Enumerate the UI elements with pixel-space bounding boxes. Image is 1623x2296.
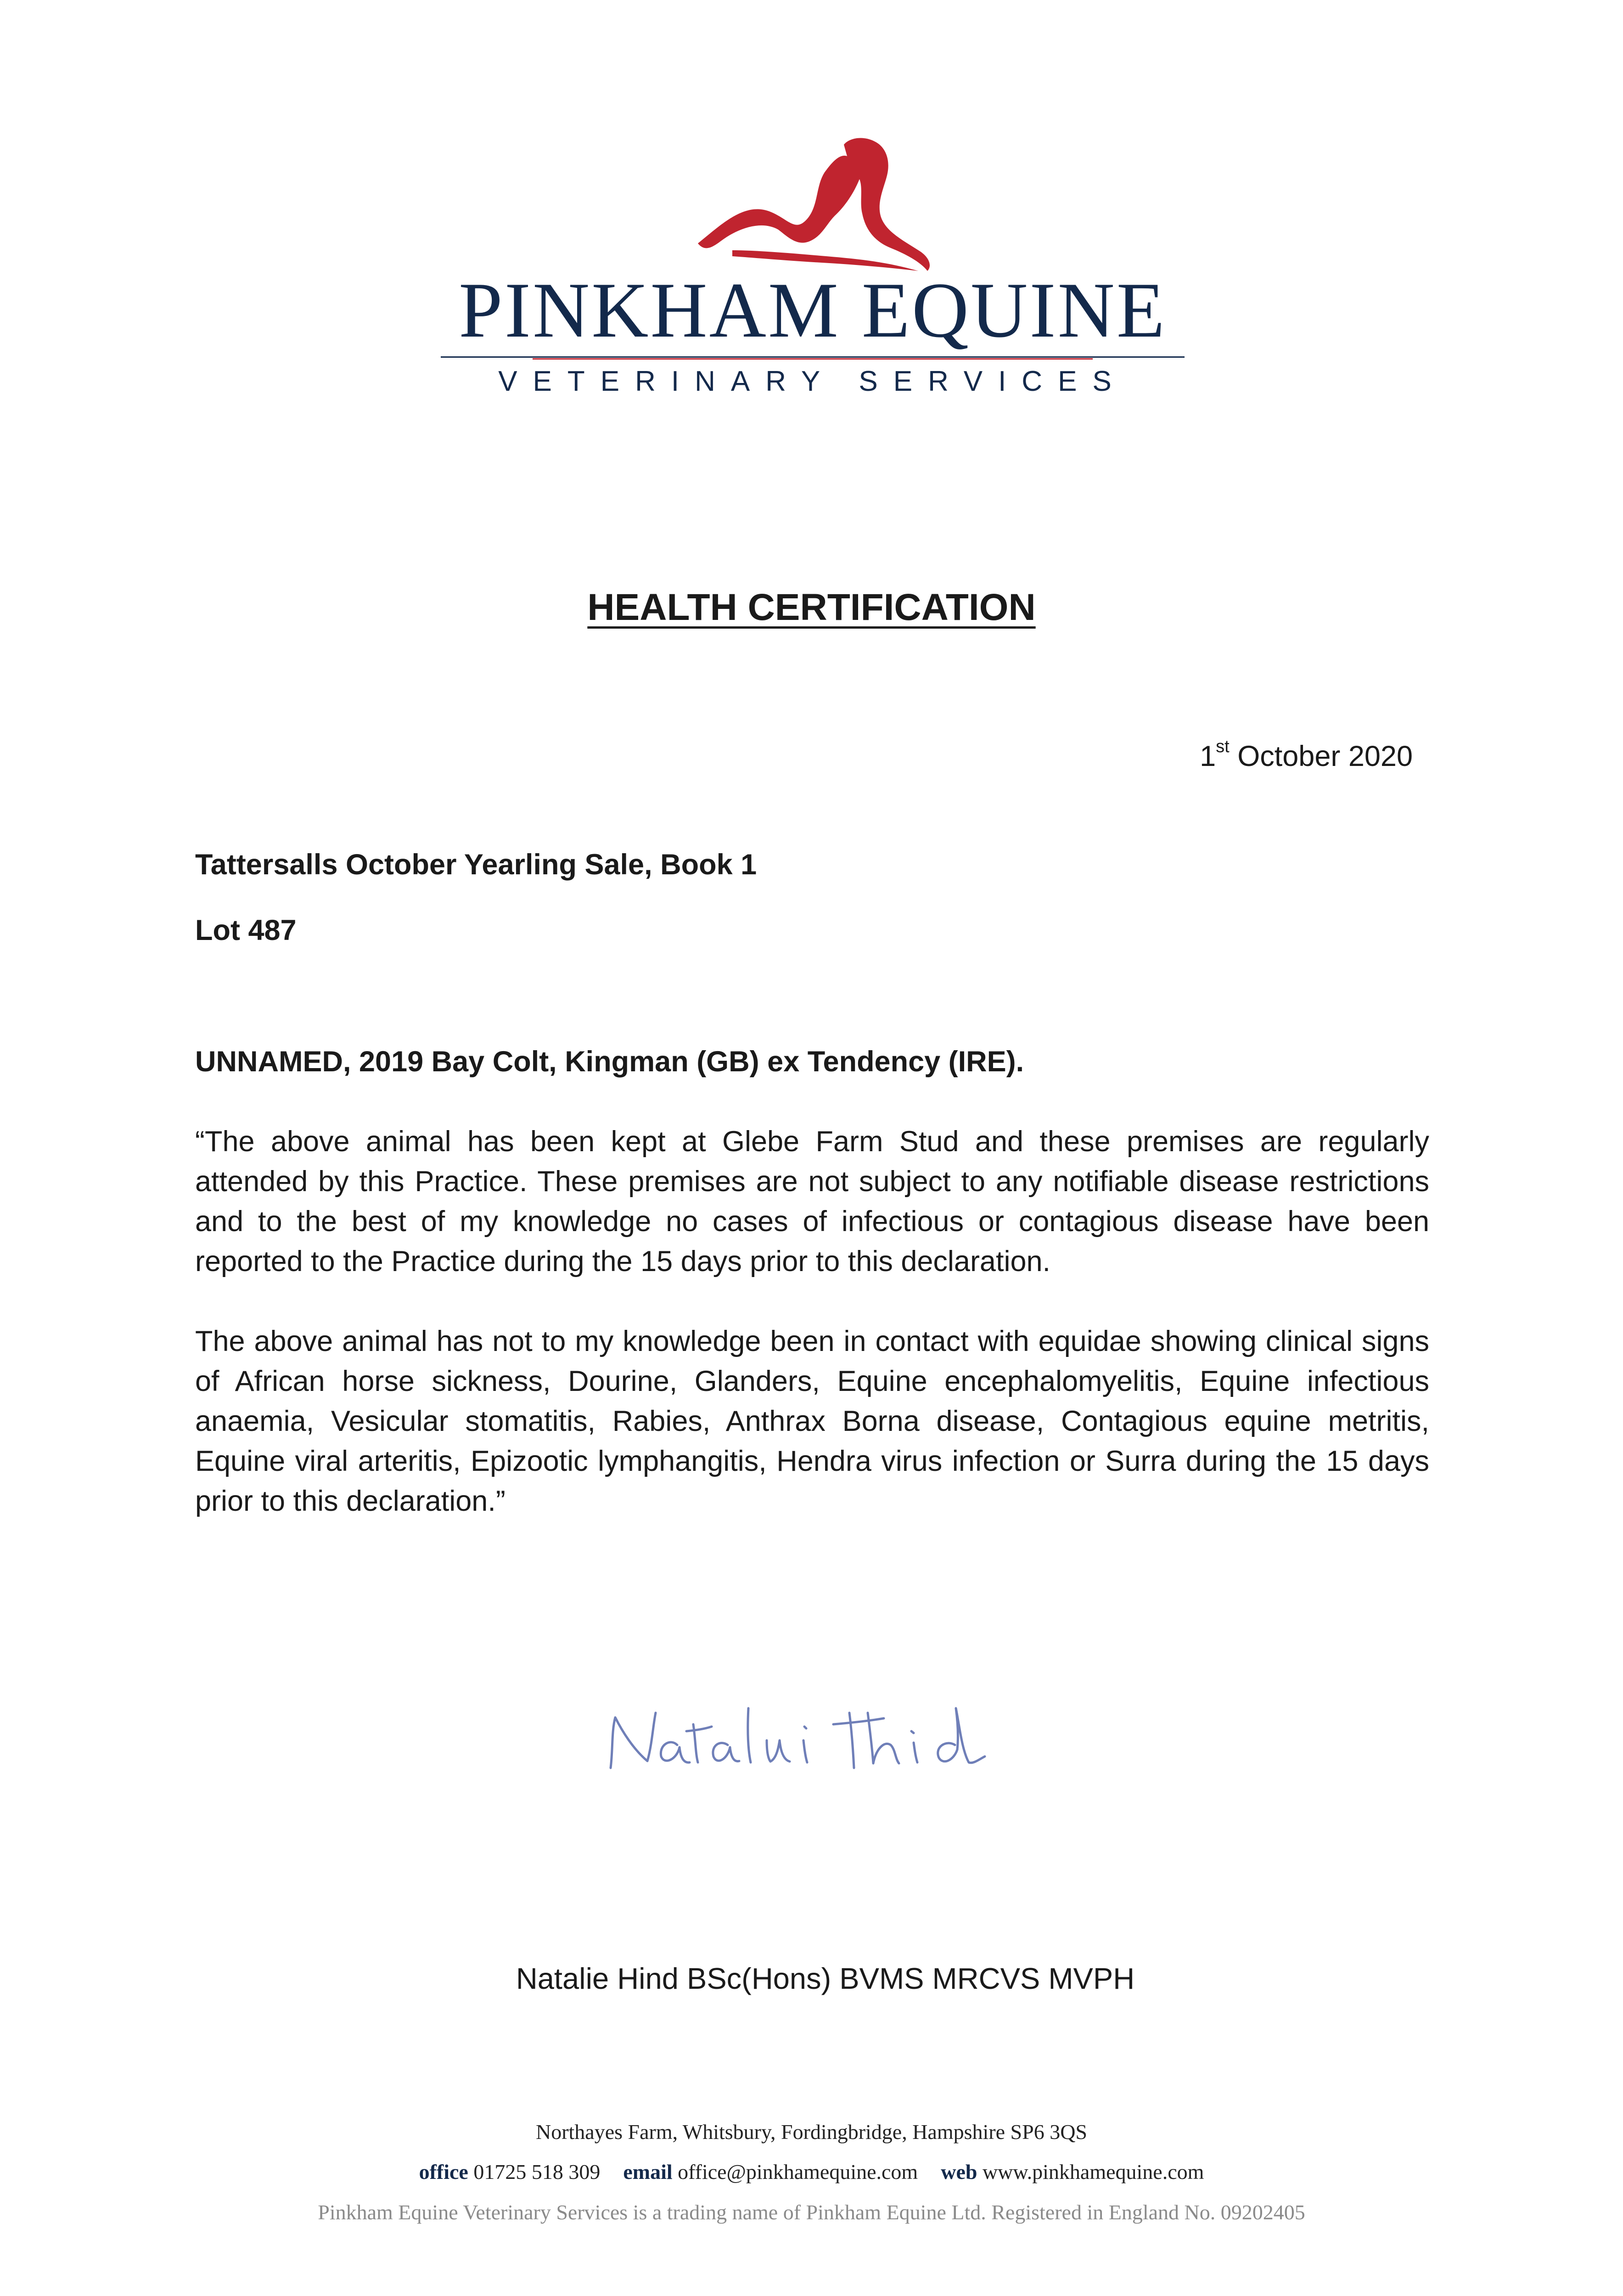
logo-divider	[441, 354, 1185, 357]
logo-subtitle: VETERINARY SERVICES	[498, 366, 1127, 397]
footer-contact	[0, 2159, 1623, 2184]
logo-wordmark: PINKHAM EQUINE	[459, 267, 1167, 354]
email-address: office@pinkhamequine.com	[678, 2160, 918, 2183]
email-label: email	[623, 2160, 673, 2183]
declaration-paragraph-2: The above animal has not to my knowledge been in contact with equidae showing clinical signs of African horse sickness, Dourine, Glanders, Equine encephalomyelitis, Equine infectious anaemia, Vesicular stomatitis, Rabies, Anthrax Borna disease, Contagious equine metritis, Equine viral arteritis, Epizootic lymphangitis, Hendra virus infection or Surra during the 15 days prior to this declaration.”	[195, 1325, 1429, 1517]
web-label: web	[941, 2160, 977, 2183]
handwritten-signature	[601, 1681, 1038, 1782]
date-rest: October 2020	[1229, 740, 1413, 772]
website-url: www.pinkhamequine.com	[982, 2160, 1204, 2183]
lot-number: Lot 487	[195, 914, 297, 946]
footer-legal-notice: Pinkham Equine Veterinary Services is a trading name of Pinkham Equine Ltd. Registered in England No. 09202405	[318, 2200, 1305, 2224]
signatory-name: Natalie Hind BSc(Hons) BVMS MRCVS MVPH	[516, 1962, 1135, 1995]
office-label: office	[419, 2160, 468, 2183]
date-day: 1	[1200, 740, 1216, 772]
document-date	[1200, 739, 1413, 774]
footer-address: Northayes Farm, Whitsbury, Fordingbridge, Hampshire SP6 3QS	[535, 2120, 1088, 2144]
declaration-paragraph-1: “The above animal has been kept at Glebe Farm Stud and these premises are regularly attended by this Practice. These premises are not subject to any notifiable disease restrictions and to the best of my knowledge no cases of infectious or contagious disease have been reported to the Practice during the 15 days prior to this declaration.	[195, 1125, 1429, 1277]
horse-logo-icon	[689, 133, 946, 285]
office-phone: 01725 518 309	[473, 2160, 601, 2183]
sale-name: Tattersalls October Yearling Sale, Book 1	[195, 849, 757, 881]
date-suffix: st	[1216, 737, 1230, 756]
page-title: HEALTH CERTIFICATION	[587, 586, 1036, 628]
horse-description: UNNAMED, 2019 Bay Colt, Kingman (GB) ex Tendency (IRE).	[195, 1046, 1024, 1078]
